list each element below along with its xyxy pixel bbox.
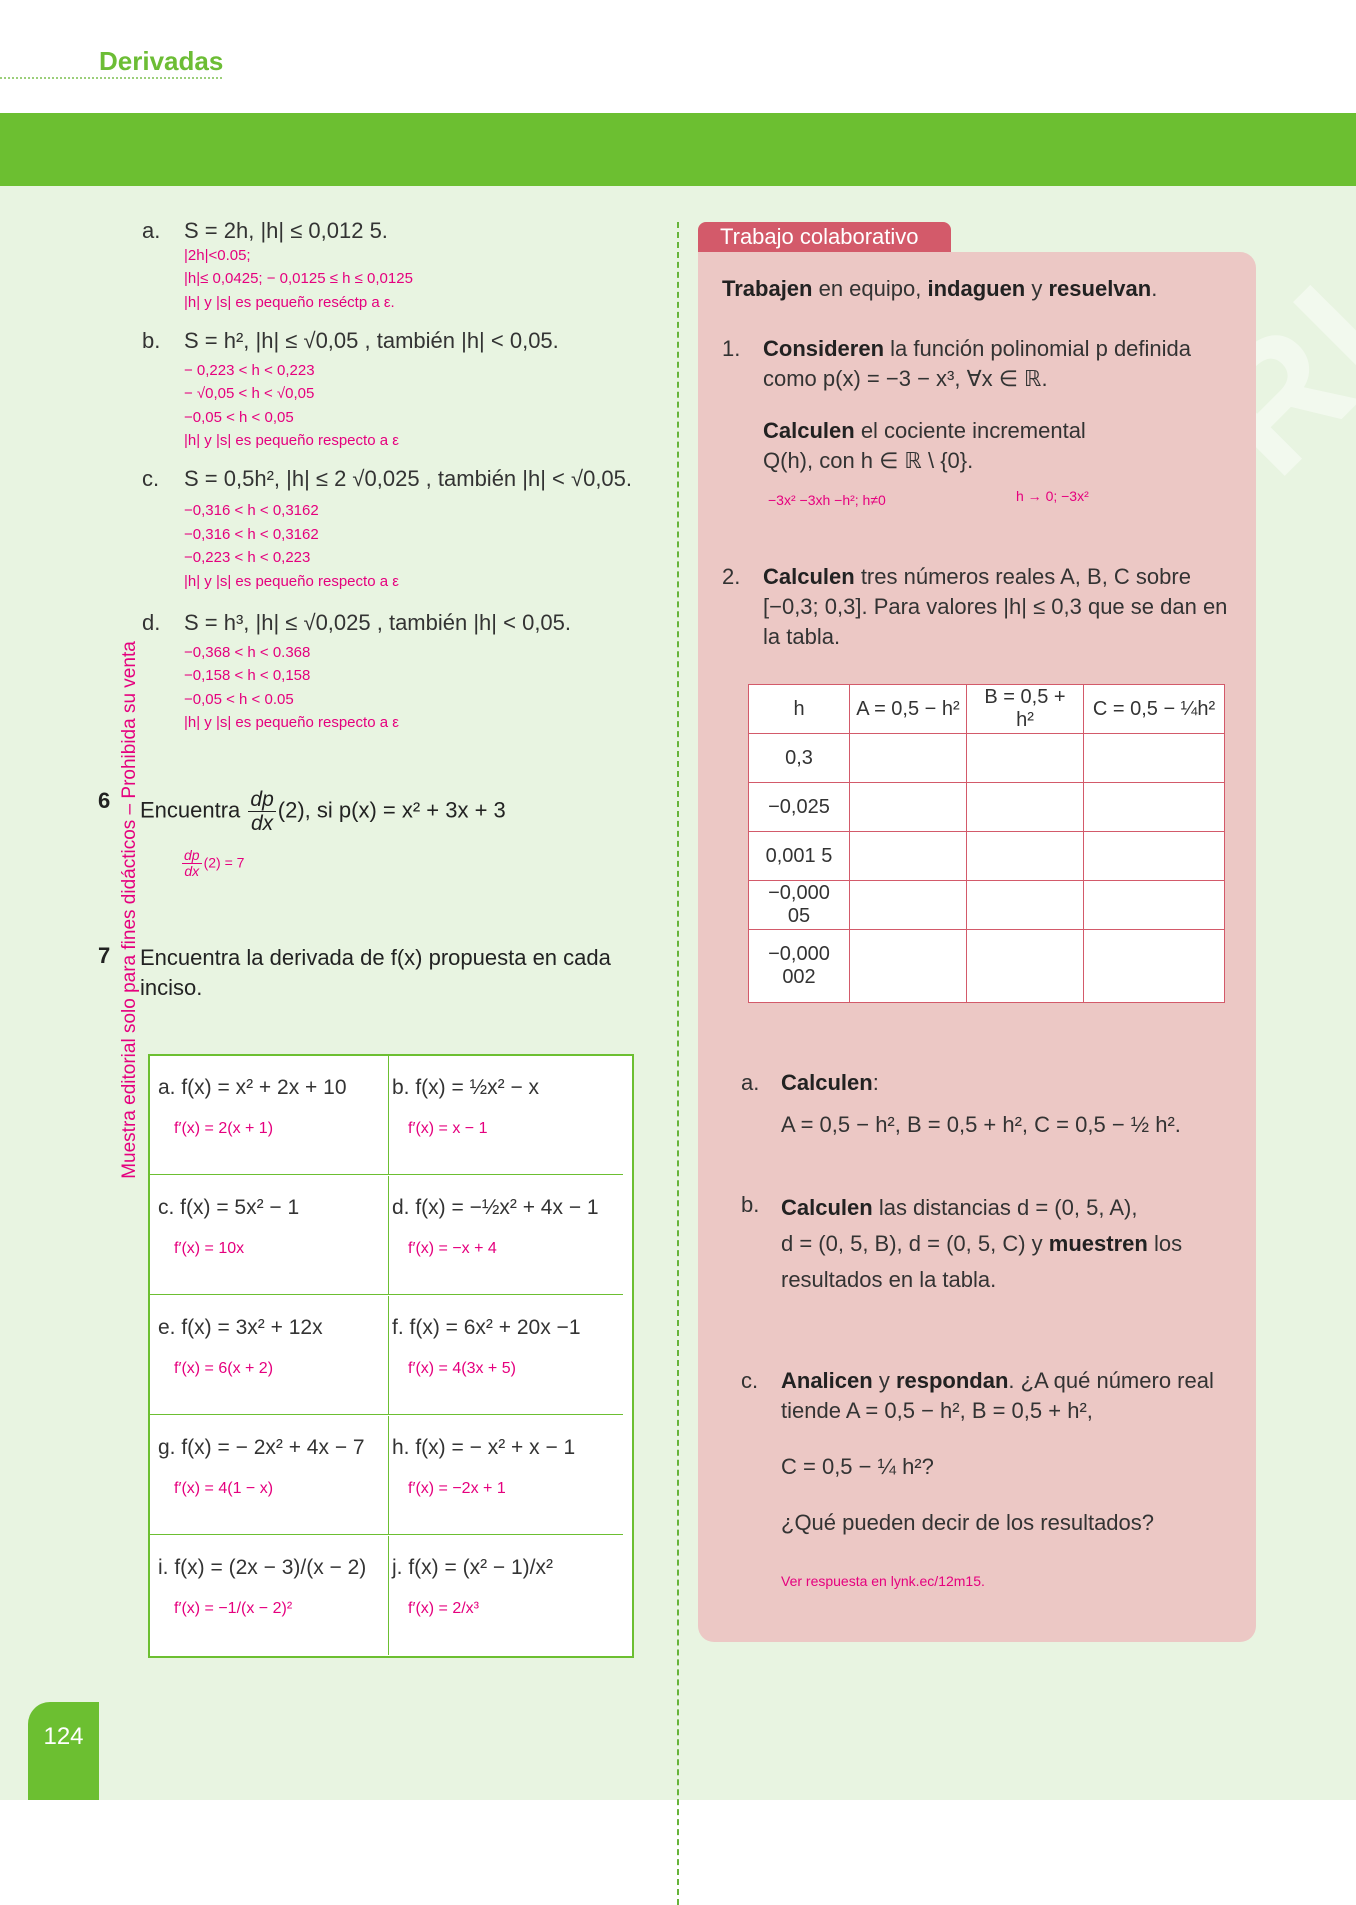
problem-number: 1. bbox=[722, 336, 741, 361]
answer-line: |h| y |s| es pequeño respecto a ε bbox=[184, 573, 399, 590]
function-expression: b. f(x) = ½x² − x bbox=[392, 1076, 540, 1099]
answer-line: |h| y |s| es pequeño respecto a ε bbox=[184, 432, 399, 449]
intro-verb: indaguen bbox=[927, 276, 1026, 301]
title-underline bbox=[0, 77, 222, 79]
question-text: inciso. bbox=[140, 975, 203, 1000]
derivative-answer: f′(x) = 4(1 − x) bbox=[174, 1480, 274, 1497]
chapter-title: Derivadas bbox=[99, 46, 224, 76]
exercise-statement: S = 0,5h², |h| ≤ 2 √0,025 , también |h| < √0,05. bbox=[184, 466, 633, 491]
grid-cell bbox=[384, 1296, 623, 1415]
answer-line: −0,316 < h < 0,3162 bbox=[184, 502, 319, 519]
subquestion-text: y bbox=[872, 1368, 896, 1393]
grid-cell bbox=[384, 1176, 623, 1295]
intro-verb: Trabajen bbox=[722, 276, 813, 301]
table-cell bbox=[850, 881, 967, 930]
subquestion-text: las distancias d = (0, 5, A), bbox=[872, 1195, 1138, 1220]
table-cell bbox=[850, 930, 967, 1003]
answer-link[interactable]: Ver respuesta en lynk.ec/12m15. bbox=[781, 1573, 985, 1589]
table-cell bbox=[1084, 832, 1225, 881]
answer-line: − 0,223 < h < 0,223 bbox=[184, 362, 315, 379]
problem-answer: −3x² −3xh −h²; h≠0 bbox=[768, 492, 886, 508]
function-expression: j. f(x) = (x² − 1)/x² bbox=[392, 1556, 554, 1579]
table-cell bbox=[1084, 881, 1225, 930]
intro-verb: resuelvan bbox=[1048, 276, 1152, 301]
table-cell bbox=[967, 832, 1084, 881]
problem-verb: Calculen bbox=[763, 418, 855, 443]
table-cell bbox=[967, 783, 1084, 832]
table-cell bbox=[967, 930, 1084, 1003]
table-cell bbox=[967, 734, 1084, 783]
function-expression: a. f(x) = x² + 2x + 10 bbox=[158, 1076, 347, 1099]
subquestion-letter: b. bbox=[741, 1192, 760, 1217]
exercise-c bbox=[142, 466, 662, 596]
answer-line: − √0,05 < h < √0,05 bbox=[184, 385, 315, 402]
grid-cell bbox=[384, 1536, 623, 1655]
answer-line: |h|≤ 0,0425; − 0,0125 ≤ h ≤ 0,0125 bbox=[184, 270, 413, 287]
derivative-answer: f′(x) = 6(x + 2) bbox=[174, 1360, 274, 1377]
derivative-answer: f′(x) = x − 1 bbox=[408, 1120, 488, 1137]
question-number: 7 bbox=[98, 943, 111, 968]
grid-cell bbox=[384, 1416, 623, 1535]
exercise-a bbox=[142, 218, 662, 313]
exercise-statement: S = h², |h| ≤ √0,05 , también |h| < 0,05. bbox=[184, 328, 559, 353]
answer-line: |h| y |s| es pequeño reséctp a ε. bbox=[184, 294, 395, 311]
function-expression: i. f(x) = (2x − 3)/(x − 2) bbox=[158, 1556, 367, 1579]
table-cell-h: −0,025 bbox=[749, 783, 850, 832]
exercise-d bbox=[142, 610, 662, 740]
problem-1 bbox=[763, 334, 1191, 476]
subquestion-text: resultados en la tabla. bbox=[781, 1267, 997, 1292]
derivative-answer: f′(x) = −x + 4 bbox=[408, 1240, 497, 1257]
question-6 bbox=[98, 770, 658, 880]
table-row bbox=[749, 930, 1225, 1003]
table-cell bbox=[850, 832, 967, 881]
table-cell bbox=[967, 881, 1084, 930]
subquestion-text: los bbox=[1147, 1231, 1183, 1256]
problem-text: como p(x) = −3 − x³, ∀x ∈ ℝ. bbox=[763, 366, 1048, 391]
subquestion-text: tiende A = 0,5 − h², B = 0,5 + h², bbox=[781, 1398, 1093, 1423]
answer-line: −0,158 < h < 0,158 bbox=[184, 667, 311, 684]
subquestion-verb: Analicen bbox=[781, 1368, 873, 1393]
function-expression: h. f(x) = − x² + x − 1 bbox=[392, 1436, 576, 1459]
subquestion-verb: Calculen bbox=[781, 1070, 873, 1095]
derivative-answer: f′(x) = 10x bbox=[174, 1240, 245, 1257]
problem-text: el cociente incremental bbox=[854, 418, 1086, 443]
answer-line: |2h|<0.05; bbox=[184, 247, 251, 264]
derivative-answer: f′(x) = −2x + 1 bbox=[408, 1480, 506, 1497]
header-band bbox=[0, 113, 1356, 186]
problem-verb: Calculen bbox=[763, 564, 855, 589]
table-cell-h: −0,000 002 bbox=[749, 930, 850, 1003]
table-cell-h: 0,001 5 bbox=[749, 832, 850, 881]
grid-cell bbox=[150, 1176, 389, 1295]
subquestion-formula: C = 0,5 − ¼ h²? bbox=[781, 1454, 934, 1479]
problem-number: 2. bbox=[722, 564, 741, 589]
derivative-answer: f′(x) = 2(x + 1) bbox=[174, 1120, 274, 1137]
subquestion-text: ¿Qué pueden decir de los resultados? bbox=[781, 1510, 1155, 1535]
table-cell-h: −0,000 05 bbox=[749, 881, 850, 930]
exercise-letter: b. bbox=[142, 328, 161, 353]
problem-text: Q(h), con h ∈ ℝ \ {0}. bbox=[763, 448, 974, 473]
exercise-letter: c. bbox=[142, 466, 160, 491]
subquestion-verb: muestren bbox=[1048, 1231, 1148, 1256]
derivative-answer: f′(x) = 2/x³ bbox=[408, 1600, 480, 1617]
problem-text: la tabla. bbox=[763, 624, 841, 649]
problem-answer: h → 0; −3x² bbox=[1016, 488, 1089, 504]
subquestion-a bbox=[781, 1068, 1181, 1140]
intro-text: en equipo, bbox=[812, 276, 928, 301]
table-row bbox=[749, 832, 1225, 881]
question-text: Encuentra la derivada de f(x) propuesta en cada bbox=[140, 945, 611, 970]
derivative-fraction bbox=[248, 788, 275, 835]
table-row bbox=[749, 783, 1225, 832]
subquestion-b bbox=[781, 1190, 1182, 1298]
problem-verb: Consideren bbox=[763, 336, 885, 361]
subquestion-verb: respondan bbox=[895, 1368, 1009, 1393]
problem-2 bbox=[763, 562, 1227, 652]
table-cell bbox=[1084, 783, 1225, 832]
table-header-row bbox=[749, 685, 1225, 734]
question-number: 6 bbox=[98, 788, 111, 813]
table-header: h bbox=[749, 685, 850, 734]
intro-text: y bbox=[1025, 276, 1049, 301]
fraction-denominator: dx bbox=[184, 863, 200, 880]
derivatives-grid bbox=[148, 1054, 634, 1658]
table-header: A = 0,5 − h² bbox=[850, 685, 967, 734]
table-header: B = 0,5 + h² bbox=[967, 685, 1084, 734]
question-text: Encuentra bbox=[140, 797, 241, 823]
fraction-denominator: dx bbox=[251, 812, 274, 836]
subquestion-formula: A = 0,5 − h², B = 0,5 + h², C = 0,5 − ½ h². bbox=[781, 1112, 1181, 1137]
table-header: C = 0,5 − ¼h² bbox=[1084, 685, 1225, 734]
question-rest: (2), si p(x) = x² + 3x + 3 bbox=[277, 797, 506, 823]
derivative-answer: f′(x) = −1/(x − 2)² bbox=[174, 1600, 293, 1617]
table-row bbox=[749, 881, 1225, 930]
page-number: 124 bbox=[28, 1702, 99, 1800]
answer-line: −0,368 < h < 0.368 bbox=[184, 644, 311, 661]
subquestion-text: : bbox=[872, 1070, 879, 1095]
grid-cell bbox=[150, 1536, 389, 1655]
subquestion-text: . ¿A qué número real bbox=[1008, 1368, 1214, 1393]
grid-cell bbox=[150, 1416, 389, 1535]
function-expression: g. f(x) = − 2x² + 4x − 7 bbox=[158, 1436, 365, 1459]
subquestion-letter: a. bbox=[741, 1070, 760, 1095]
table-row bbox=[749, 734, 1225, 783]
problem-text: la función polinomial p definida bbox=[884, 336, 1192, 361]
collab-tag: Trabajo colaborativo bbox=[698, 222, 951, 252]
problem-text: tres números reales A, B, C sobre bbox=[854, 564, 1191, 589]
grid-cell bbox=[150, 1056, 389, 1175]
side-note: Muestra editorial solo para fines didácticos – Prohibida su venta bbox=[119, 641, 140, 1179]
answer-line: −0,05 < h < 0,05 bbox=[184, 409, 294, 426]
grid-cell bbox=[384, 1056, 623, 1175]
answer-line: −0,223 < h < 0,223 bbox=[184, 549, 311, 566]
exercise-statement: S = 2h, |h| ≤ 0,012 5. bbox=[184, 218, 388, 243]
function-expression: d. f(x) = −½x² + 4x − 1 bbox=[392, 1196, 599, 1219]
exercise-letter: d. bbox=[142, 610, 161, 635]
subquestion-c bbox=[781, 1366, 1214, 1538]
answer-line: −0,05 < h < 0.05 bbox=[184, 691, 294, 708]
grid-cell bbox=[150, 1296, 389, 1415]
column-divider bbox=[677, 222, 679, 1905]
function-expression: e. f(x) = 3x² + 12x bbox=[158, 1316, 323, 1339]
subquestion-text: d = (0, 5, B), d = (0, 5, C) y bbox=[781, 1231, 1049, 1256]
answer-line: |h| y |s| es pequeño respecto a ε bbox=[184, 714, 399, 731]
subquestion-verb: Calculen bbox=[781, 1195, 873, 1220]
collab-intro bbox=[722, 274, 1157, 304]
table-cell bbox=[1084, 930, 1225, 1003]
fraction-numerator: dp bbox=[184, 847, 200, 863]
function-expression: f. f(x) = 6x² + 20x −1 bbox=[392, 1316, 581, 1339]
fraction-numerator: dp bbox=[250, 788, 274, 811]
table-cell bbox=[1084, 734, 1225, 783]
table-cell bbox=[850, 734, 967, 783]
answer-fraction bbox=[182, 848, 202, 880]
intro-text: . bbox=[1151, 276, 1158, 301]
values-table bbox=[748, 684, 1225, 1003]
answer-value: (2) = 7 bbox=[203, 854, 245, 871]
exercise-letter: a. bbox=[142, 218, 161, 243]
table-cell bbox=[850, 783, 967, 832]
problem-text: [−0,3; 0,3]. Para valores |h| ≤ 0,3 que se dan en bbox=[763, 594, 1228, 619]
exercise-statement: S = h³, |h| ≤ √0,025 , también |h| < 0,05. bbox=[184, 610, 572, 635]
answer-line: −0,316 < h < 0,3162 bbox=[184, 526, 319, 543]
table-cell-h: 0,3 bbox=[749, 734, 850, 783]
exercise-b bbox=[142, 328, 662, 453]
question-7 bbox=[98, 943, 668, 1007]
subquestion-letter: c. bbox=[741, 1368, 759, 1393]
derivative-answer: f′(x) = 4(3x + 5) bbox=[408, 1360, 516, 1377]
function-expression: c. f(x) = 5x² − 1 bbox=[158, 1196, 300, 1219]
